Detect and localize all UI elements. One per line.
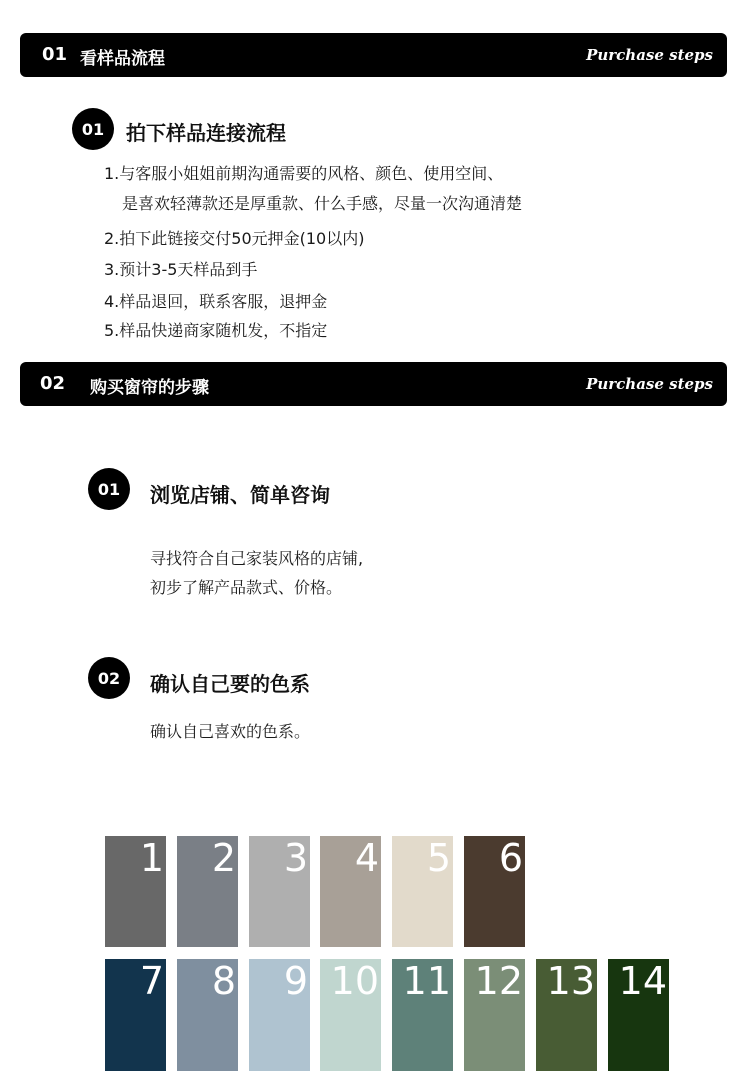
step-badge: 02 [88, 657, 130, 699]
swatch-number: 1 [139, 836, 164, 880]
color-swatch[interactable] [249, 836, 310, 947]
swatch-number: 8 [211, 959, 236, 1003]
step-line: 3.预计3-5天样品到手 [104, 260, 258, 279]
color-swatch[interactable] [320, 836, 381, 947]
swatch-number: 6 [498, 836, 523, 880]
section-1-number: 01 [42, 44, 68, 65]
color-swatch[interactable] [105, 836, 166, 947]
color-swatch[interactable] [464, 836, 525, 947]
swatch-number: 4 [354, 836, 379, 880]
color-swatch[interactable] [392, 959, 453, 1071]
swatch-number: 11 [402, 959, 451, 1003]
color-swatch[interactable] [392, 836, 453, 947]
section-1-script-label: Purchase steps [586, 46, 713, 64]
color-swatch[interactable] [177, 836, 238, 947]
step-heading: 确认自己要的色系 [150, 672, 310, 696]
step-heading: 浏览店铺、简单咨询 [150, 483, 330, 507]
step-heading: 拍下样品连接流程 [126, 121, 286, 145]
color-swatch[interactable] [105, 959, 166, 1071]
section-1-header [20, 33, 727, 77]
swatch-number: 9 [283, 959, 308, 1003]
step-line: 初步了解产品款式、价格。 [150, 578, 343, 597]
section-2-number: 02 [40, 373, 66, 394]
swatch-number: 5 [426, 836, 451, 880]
section-1-title: 看样品流程 [80, 49, 165, 69]
color-swatch[interactable] [320, 959, 381, 1071]
color-swatch[interactable] [177, 959, 238, 1071]
color-swatch[interactable] [464, 959, 525, 1071]
step-line: 1.与客服小姐姐前期沟通需要的风格、颜色、使用空间、 [104, 164, 504, 183]
step-line: 5.样品快递商家随机发，不指定 [104, 321, 328, 340]
section-2-script-label: Purchase steps [586, 375, 713, 393]
swatch-number: 2 [211, 836, 236, 880]
section-2-title: 购买窗帘的步骤 [90, 378, 209, 398]
color-swatch[interactable] [536, 959, 597, 1071]
color-swatch[interactable] [249, 959, 310, 1071]
swatch-number: 14 [618, 959, 667, 1003]
swatch-number: 12 [474, 959, 523, 1003]
swatch-number: 13 [546, 959, 595, 1003]
step-line: 寻找符合自己家装风格的店铺, [150, 549, 364, 568]
section-2-header [20, 362, 727, 406]
step-badge: 01 [72, 108, 114, 150]
swatch-number: 7 [139, 959, 164, 1003]
step-badge: 01 [88, 468, 130, 510]
step-line: 是喜欢轻薄款还是厚重款、什么手感，尽量一次沟通清楚 [122, 194, 523, 213]
swatch-number: 3 [283, 836, 308, 880]
swatch-number: 10 [330, 959, 379, 1003]
color-swatch[interactable] [608, 959, 669, 1071]
step-line: 2.拍下此链接交付50元押金(10以内) [104, 229, 365, 248]
step-line: 确认自己喜欢的色系。 [150, 722, 311, 741]
step-line: 4.样品退回，联系客服，退押金 [104, 292, 328, 311]
